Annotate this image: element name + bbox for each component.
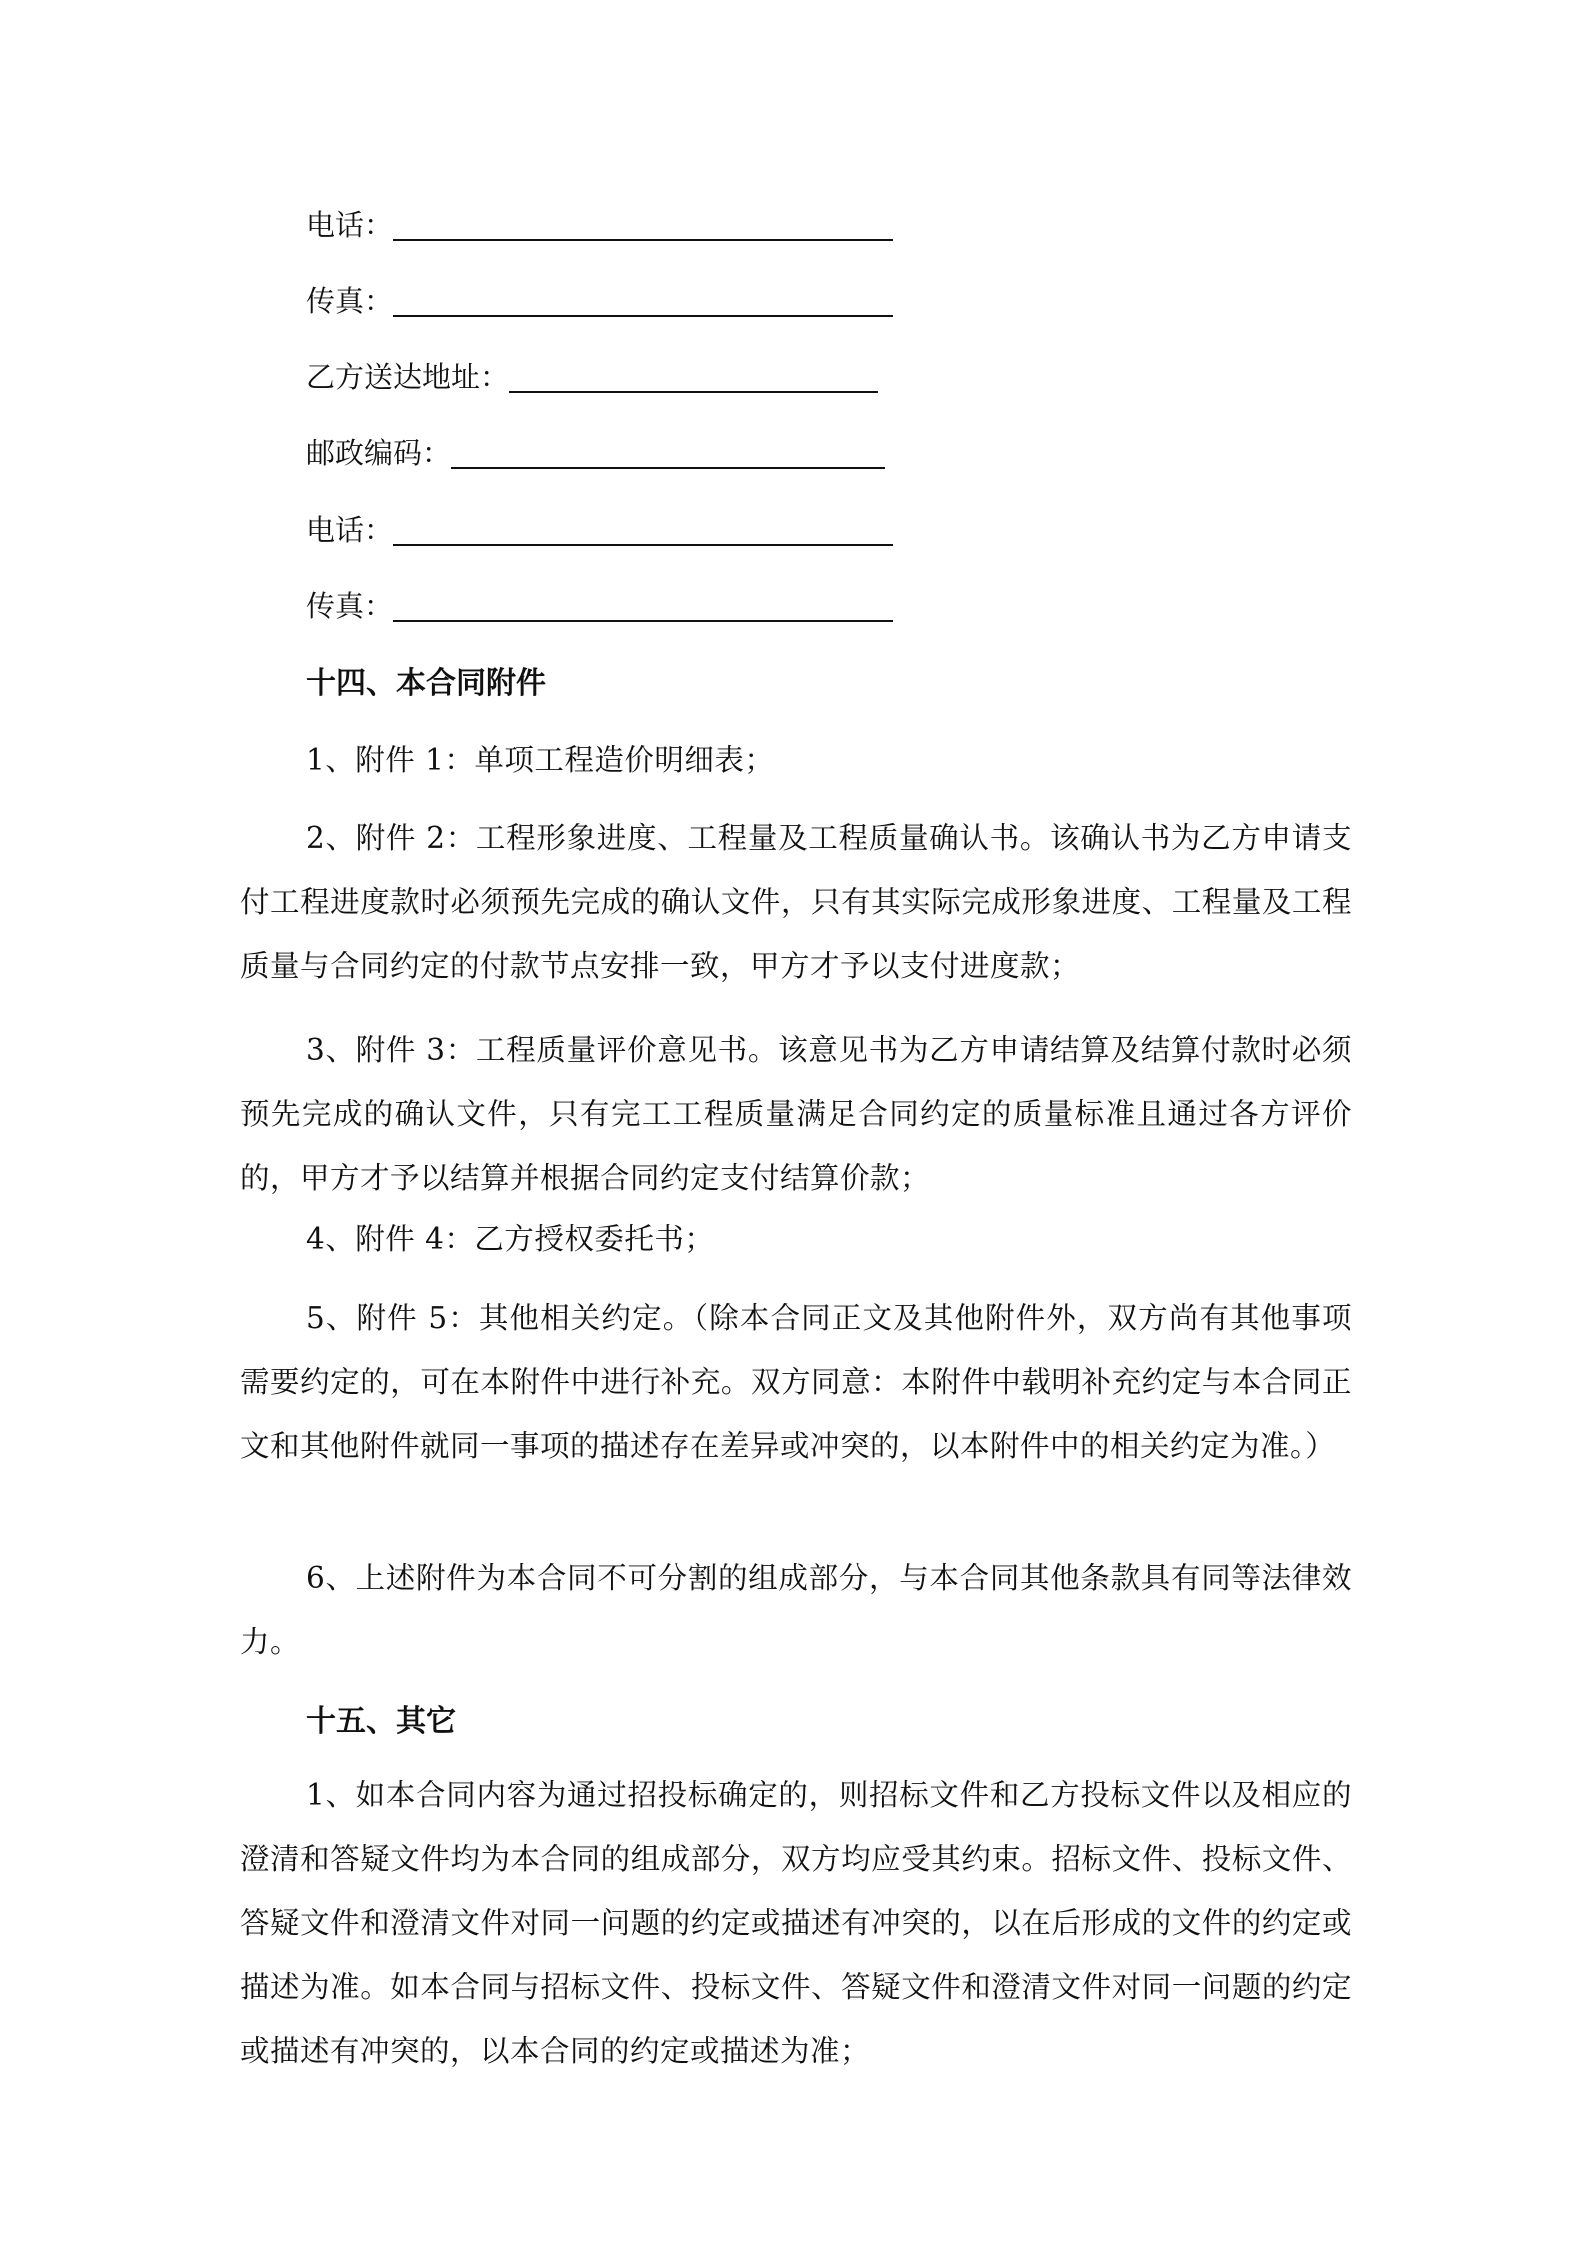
fax-field-party-a[interactable]: [306, 278, 893, 324]
field-label: 传真：: [306, 284, 394, 318]
blank-line: [451, 433, 885, 469]
fax-field-party-b[interactable]: [306, 583, 893, 629]
attachment-item-2: 2、附件 2：工程形象进度、工程量及工程质量确认书。该确认书为乙方申请支付工程进度款时必须预先完成的确认文件，只有其实际完成形象进度、工程量及工程质量与合同约定的付款节点安排一致，甲方才予以支付进度款；: [240, 821, 1352, 983]
blank-line: [393, 586, 893, 622]
attachment-item-6: 6、上述附件为本合同不可分割的组成部分，与本合同其他条款具有同等法律效力。: [240, 1561, 1352, 1659]
field-label: 电话：: [306, 513, 394, 547]
attachment-item-3: 3、附件 3：工程质量评价意见书。该意见书为乙方申请结算及结算付款时必须预先完成的确认文件，只有完工工程质量满足合同约定的质量标准且通过各方评价的，甲方才予以结算并根据合同约定支付结算价款；: [240, 1033, 1352, 1195]
attachment-item-4: 4、附件 4：乙方授权委托书；: [306, 1222, 715, 1256]
blank-line: [393, 281, 893, 317]
blank-line: [393, 510, 893, 546]
field-label: 传真：: [306, 589, 394, 623]
blank-line: [509, 357, 878, 393]
field-label: 电话：: [306, 208, 394, 242]
address-field-party-b[interactable]: [306, 354, 878, 400]
section-15-heading: 十五、其它: [306, 1704, 456, 1739]
field-label: 邮政编码：: [306, 436, 452, 470]
field-label: 乙方送达地址：: [306, 360, 510, 394]
attachment-item-5: 5、附件 5：其他相关约定。（除本合同正文及其他附件外，双方尚有其他事项需要约定的，可在本附件中进行补充。双方同意：本附件中载明补充约定与本合同正文和其他附件就同一事项的描述存在差异或冲突的，以本附件中的相关约定为准。）: [240, 1301, 1352, 1463]
postcode-field-party-b[interactable]: [306, 430, 885, 476]
attachment-item-1: 1、附件 1：单项工程造价明细表；: [306, 743, 775, 777]
phone-field-party-b[interactable]: [306, 507, 893, 553]
phone-field-party-a[interactable]: [306, 202, 893, 248]
other-item-1: 1、如本合同内容为通过招投标确定的，则招标文件和乙方投标文件以及相应的澄清和答疑文件均为本合同的组成部分，双方均应受其约束。招标文件、投标文件、答疑文件和澄清文件对同一问题的约定或描述有冲突的，以在后形成的文件的约定或描述为准。如本合同与招标文件、投标文件、答疑文件和澄清文件对同一问题的约定或描述有冲突的，以本合同的约定或描述为准；: [240, 1778, 1352, 2068]
section-14-heading: 十四、本合同附件: [306, 666, 546, 701]
blank-line: [393, 205, 893, 241]
